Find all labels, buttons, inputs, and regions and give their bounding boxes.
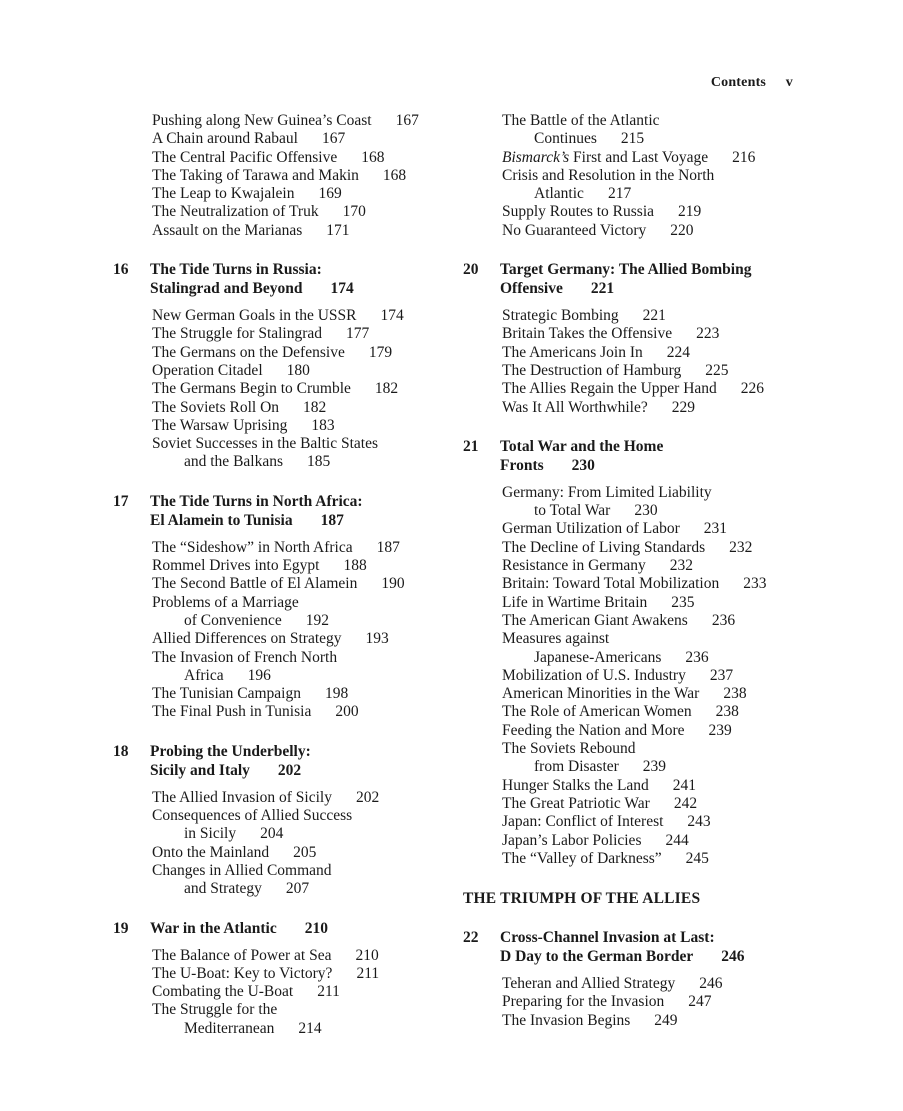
chapter-subsections	[113, 947, 463, 1038]
toc-entry	[502, 112, 803, 149]
entry-continuation-text: Africa	[184, 666, 224, 684]
toc-entry	[502, 520, 803, 538]
entry-page-number: 167	[395, 112, 419, 129]
entry-continuation-text: Mediterranean	[184, 1019, 275, 1037]
continued-subsections	[113, 112, 463, 240]
entry-title: The Struggle for Stalingrad	[152, 325, 323, 343]
entry-continuation-text: and the Balkans	[184, 453, 284, 471]
toc-entry	[502, 594, 803, 612]
chapter-heading	[463, 260, 803, 298]
entry-title: Strategic Bombing	[502, 307, 619, 325]
chapter-number: 19	[113, 919, 129, 937]
entry-page-number: 174	[380, 307, 404, 325]
entry-page-number: 205	[293, 843, 317, 861]
toc-entry	[502, 667, 803, 685]
entry-page-number: 171	[326, 221, 350, 239]
entry-page-number: 237	[709, 666, 734, 684]
header-page-number: v	[785, 75, 793, 90]
entry-title: Crisis and Resolution in the North	[502, 166, 715, 184]
entry-title: The Soviets Roll On	[152, 398, 280, 416]
chapter-page-number: 210	[304, 919, 328, 937]
entry-title: A Chain around Rabaul	[152, 130, 298, 148]
entry-page-number: 247	[688, 993, 712, 1011]
entry-title: Measures against	[502, 630, 610, 648]
entry-title: The U-Boat: Key to Victory?	[152, 964, 333, 982]
entry-continuation-text: Atlantic	[534, 185, 584, 203]
entry-title-continuation	[168, 1020, 463, 1038]
chapter-subsections	[113, 539, 463, 722]
chapter-title-text: Fronts	[500, 456, 544, 474]
chapter-title-text: War in the Atlantic	[150, 919, 277, 937]
toc-entry	[502, 722, 803, 740]
chapter-title-line	[500, 279, 751, 298]
chapter-number: 22	[463, 929, 479, 947]
entry-title-continuation	[168, 667, 463, 685]
chapter-heading	[113, 919, 463, 938]
toc-entry	[502, 975, 803, 993]
toc-entry	[152, 807, 463, 844]
entry-title: Was It All Worthwhile?	[502, 398, 648, 416]
running-header	[711, 75, 793, 91]
entry-page-number: 183	[311, 416, 335, 434]
entry-page-number: 211	[317, 983, 340, 1001]
entry-page-number: 241	[672, 776, 697, 794]
entry-continuation-text: Continues	[534, 130, 597, 148]
entry-title: The Americans Join In	[502, 343, 643, 361]
chapter-title-line: Probing the Underbelly:	[150, 742, 311, 760]
entry-title: Life in Wartime Britain	[502, 593, 648, 611]
chapter-title-line: Total War and the Home	[500, 437, 664, 455]
entry-page-number: 207	[285, 880, 310, 898]
toc-entry	[152, 539, 463, 557]
entry-page-number: 221	[642, 307, 666, 325]
entry-title: The Battle of the Atlantic	[502, 112, 660, 129]
entry-title-continuation	[518, 649, 803, 667]
toc-entry	[152, 222, 463, 240]
entry-page-number: 220	[670, 221, 694, 239]
chapter-heading	[113, 492, 463, 530]
chapter-title-line	[500, 456, 663, 475]
chapter-subsections	[463, 484, 803, 868]
toc-entry	[152, 789, 463, 807]
chapter-subsections	[463, 307, 803, 417]
toc-entry	[152, 167, 463, 185]
entry-title: No Guaranteed Victory	[502, 221, 647, 239]
chapter-title-text: Stalingrad and Beyond	[150, 280, 303, 298]
entry-title: American Minorities in the War	[502, 685, 700, 703]
chapter-heading	[113, 742, 463, 780]
entry-page-number: 224	[666, 343, 691, 361]
chapter-title-line	[500, 947, 745, 966]
toc-entry	[502, 703, 803, 721]
entry-title: The Decline of Living Standards	[502, 538, 706, 556]
entry-page-number: 229	[671, 398, 695, 416]
entry-title: Preparing for the Invasion	[502, 993, 665, 1011]
chapter-number: 20	[463, 261, 479, 279]
entry-page-number: 204	[260, 825, 284, 843]
entry-title-continuation	[168, 612, 463, 630]
entry-continuation-text: and Strategy	[184, 880, 262, 898]
entry-title-italic: Bismarck’s	[502, 148, 570, 166]
entry-page-number: 180	[286, 361, 310, 379]
entry-title: The Soviets Rebound	[502, 740, 636, 758]
entry-continuation-text: from Disaster	[534, 758, 619, 776]
toc-entry	[152, 575, 463, 593]
toc-entry	[152, 112, 463, 130]
entry-page-number: 190	[381, 575, 405, 593]
entry-page-number: 233	[743, 575, 767, 593]
toc-entry	[152, 149, 463, 167]
left-column	[113, 112, 463, 1038]
entry-page-number: 169	[318, 185, 342, 203]
entry-title: The Leap to Kwajalein	[152, 185, 295, 203]
entry-page-number: 192	[305, 611, 329, 629]
toc-entry	[152, 399, 463, 417]
entry-page-number: 168	[382, 166, 407, 184]
toc-entry	[502, 149, 803, 167]
entry-page-number: 185	[307, 453, 331, 471]
entry-page-number: 182	[303, 398, 327, 416]
entry-title: The Warsaw Uprising	[152, 416, 288, 434]
entry-page-number: 202	[355, 788, 380, 806]
entry-page-number: 242	[673, 794, 698, 812]
entry-title: Hunger Stalks the Land	[502, 776, 649, 794]
entry-page-number: 188	[343, 557, 367, 575]
entry-title: The Invasion of French North	[152, 648, 338, 666]
toc-entry	[152, 362, 463, 380]
entry-title: The Second Battle of El Alamein	[152, 575, 358, 593]
toc-entry	[502, 307, 803, 325]
chapter-number: 21	[463, 437, 479, 455]
entry-page-number: 179	[368, 343, 393, 361]
entry-title-continuation	[168, 880, 463, 898]
entry-title: Problems of a Marriage	[152, 593, 299, 611]
entry-page-number: 219	[678, 203, 702, 221]
entry-page-number: 232	[729, 538, 753, 556]
entry-title: Combating the U-Boat	[152, 983, 294, 1001]
entry-continuation-text: of Convenience	[184, 611, 282, 629]
entry-title: Assault on the Marianas	[152, 221, 303, 239]
entry-page-number: 231	[703, 520, 728, 538]
chapter-title-text: Offensive	[500, 280, 563, 298]
toc-entry	[152, 130, 463, 148]
entry-page-number: 238	[715, 703, 739, 721]
entry-title: The Tunisian Campaign	[152, 685, 301, 703]
toc-entry	[502, 630, 803, 667]
entry-title-continuation	[518, 758, 803, 776]
entry-title: Mobilization of U.S. Industry	[502, 666, 686, 684]
chapter-title	[150, 742, 311, 780]
entry-title: Japan: Conflict of Interest	[502, 813, 664, 831]
toc-entry	[152, 380, 463, 398]
entry-page-number: 198	[324, 685, 349, 703]
chapter-page-number: 246	[721, 948, 745, 966]
chapter-page-number: 221	[590, 280, 615, 298]
entry-page-number: 236	[711, 611, 736, 629]
chapter-title	[150, 492, 363, 530]
toc-entry	[502, 575, 803, 593]
entry-page-number: 193	[365, 630, 389, 648]
toc-entry	[502, 1012, 803, 1030]
entry-page-number: 217	[607, 185, 632, 203]
chapter-page-number: 202	[277, 761, 302, 779]
entry-page-number: 187	[376, 538, 400, 556]
entry-page-number: 238	[723, 685, 747, 703]
toc-entry	[152, 435, 463, 472]
entry-title: The Balance of Power at Sea	[152, 946, 332, 964]
header-title: Contents	[710, 75, 767, 90]
toc-entry	[152, 417, 463, 435]
toc-entry	[152, 1001, 463, 1038]
entry-title: Britain: Toward Total Mobilization	[502, 575, 720, 593]
entry-title: The “Valley of Darkness”	[502, 849, 662, 867]
toc-entry	[502, 832, 803, 850]
entry-title: The “Sideshow” in North Africa	[152, 538, 353, 556]
entry-title: Onto the Mainland	[152, 843, 270, 861]
entry-page-number: 244	[665, 831, 689, 849]
toc-entry	[152, 703, 463, 721]
entry-title-continuation	[518, 130, 803, 148]
entry-title: Allied Differences on Strategy	[152, 630, 342, 648]
entry-title: The Great Patriotic War	[502, 794, 650, 812]
entry-title: Germany: From Limited Liability	[502, 483, 712, 501]
right-column	[463, 112, 803, 1030]
toc-entry	[502, 777, 803, 795]
entry-title: The American Giant Awakens	[502, 611, 688, 629]
toc-entry	[152, 844, 463, 862]
entry-title-continuation	[168, 453, 463, 471]
entry-continuation-text: in Sicily	[184, 825, 237, 843]
toc-entry	[152, 325, 463, 343]
entry-title: Feeding the Nation and More	[502, 721, 685, 739]
toc-entry	[152, 685, 463, 703]
toc-entry	[152, 862, 463, 899]
entry-page-number: 226	[740, 380, 765, 398]
entry-page-number: 225	[705, 361, 729, 379]
entry-title: German Utilization of Labor	[502, 520, 680, 538]
toc-entry	[502, 380, 803, 398]
entry-page-number: 211	[356, 964, 380, 982]
chapter-title-line: Target Germany: The Allied Bombing	[500, 261, 752, 279]
entry-title: Supply Routes to Russia	[502, 203, 655, 221]
entry-title-continuation	[518, 502, 803, 520]
entry-title: Pushing along New Guinea’s Coast	[152, 112, 372, 129]
entry-title: The Allied Invasion of Sicily	[152, 788, 332, 806]
chapter-title	[150, 919, 328, 938]
entry-page-number: 239	[642, 758, 667, 776]
chapter-title-line: The Tide Turns in Russia:	[150, 261, 322, 279]
chapter-title-line	[150, 279, 354, 298]
entry-page-number: 182	[374, 380, 399, 398]
entry-page-number: 167	[321, 130, 346, 148]
toc-entry	[502, 557, 803, 575]
toc-entry	[502, 612, 803, 630]
entry-page-number: 177	[346, 325, 370, 343]
toc-entry	[152, 344, 463, 362]
entry-title: The Taking of Tarawa and Makin	[152, 166, 359, 184]
entry-continuation-text: to Total War	[534, 502, 611, 520]
entry-page-number: 196	[247, 666, 271, 684]
entry-title: Rommel Drives into Egypt	[152, 557, 320, 575]
toc-entry	[152, 965, 463, 983]
toc-entry	[502, 993, 803, 1011]
entry-page-number: 230	[634, 502, 658, 520]
toc-entry	[502, 484, 803, 521]
chapter-title-line	[150, 761, 311, 780]
entry-title: The Neutralization of Truk	[152, 203, 319, 221]
toc-entry	[502, 850, 803, 868]
toc-entry	[502, 167, 803, 204]
toc-entry	[502, 740, 803, 777]
chapter-page-number: 230	[571, 456, 595, 474]
chapter-subsections	[113, 307, 463, 472]
chapter-number: 16	[113, 261, 129, 279]
toc-entry	[502, 325, 803, 343]
chapter-heading	[463, 437, 803, 475]
entry-page-number: 245	[685, 849, 709, 867]
entry-title: Changes in Allied Command	[152, 861, 332, 879]
entry-title: Japan’s Labor Policies	[502, 831, 642, 849]
toc-entry	[152, 594, 463, 631]
toc-entry	[152, 185, 463, 203]
toc-entry	[152, 649, 463, 686]
chapter-subsections	[463, 975, 803, 1030]
entry-page-number: 170	[342, 203, 366, 221]
toc-entry	[152, 557, 463, 575]
toc-entry	[502, 685, 803, 703]
entry-page-number: 214	[298, 1019, 322, 1037]
entry-title: The Germans on the Defensive	[152, 343, 345, 361]
chapter-title-text: Sicily and Italy	[150, 761, 250, 779]
chapter-title-text: El Alamein to Tunisia	[150, 511, 293, 529]
chapter-title-line	[150, 919, 328, 938]
entry-title-continuation	[518, 185, 803, 203]
chapter-subsections	[113, 789, 463, 899]
toc-entry	[502, 203, 803, 221]
entry-page-number: 215	[620, 130, 645, 148]
toc-entry	[502, 795, 803, 813]
toc-entry	[152, 307, 463, 325]
toc-entry	[502, 539, 803, 557]
entry-title: The Allies Regain the Upper Hand	[502, 380, 717, 398]
entry-title: First and Last Voyage	[569, 148, 709, 166]
toc-entry	[152, 630, 463, 648]
entry-page-number: 243	[687, 813, 711, 831]
entry-title: The Destruction of Hamburg	[502, 361, 682, 379]
chapter-heading	[463, 928, 803, 966]
entry-title: The Germans Begin to Crumble	[152, 380, 351, 398]
entry-title: The Final Push in Tunisia	[152, 703, 312, 721]
chapter-title	[150, 260, 354, 298]
continued-subsections	[463, 112, 803, 240]
entry-page-number: 246	[699, 975, 723, 993]
entry-page-number: 239	[708, 721, 732, 739]
entry-page-number: 200	[335, 703, 359, 721]
entry-page-number: 210	[355, 946, 379, 964]
chapter-page-number: 174	[330, 280, 354, 298]
chapter-heading	[113, 260, 463, 298]
entry-page-number: 216	[732, 148, 756, 166]
entry-title: Operation Citadel	[152, 361, 263, 379]
entry-title: Britain Takes the Offensive	[502, 325, 673, 343]
chapter-page-number: 187	[320, 511, 344, 529]
entry-title: New German Goals in the USSR	[152, 307, 357, 325]
entry-title: The Role of American Women	[502, 703, 692, 721]
entry-title: The Invasion Begins	[502, 1011, 631, 1029]
toc-entry	[502, 344, 803, 362]
entry-title: Teheran and Allied Strategy	[502, 975, 676, 993]
toc-entry	[152, 947, 463, 965]
chapter-title-line	[150, 511, 363, 530]
chapter-title-line: Cross-Channel Invasion at Last:	[500, 929, 715, 947]
entry-page-number: 232	[669, 557, 694, 575]
entry-title-continuation	[168, 825, 463, 843]
chapter-title	[500, 928, 745, 966]
chapter-title-text: D Day to the German Border	[500, 948, 694, 966]
toc-entry	[152, 203, 463, 221]
chapter-title	[500, 437, 663, 475]
chapter-number: 18	[113, 742, 129, 760]
chapter-number: 17	[113, 492, 129, 510]
chapter-title-line: The Tide Turns in North Africa:	[150, 492, 363, 510]
entry-page-number: 223	[696, 325, 720, 343]
toc-entry	[502, 399, 803, 417]
toc-entry	[152, 983, 463, 1001]
toc-entry	[502, 362, 803, 380]
part-heading: THE TRIUMPH OF THE ALLIES	[463, 890, 701, 908]
entry-title: Consequences of Allied Success	[152, 807, 353, 825]
entry-continuation-text: Japanese-Americans	[534, 648, 662, 666]
entry-page-number: 168	[361, 148, 385, 166]
entry-title: The Struggle for the	[152, 1001, 278, 1019]
entry-page-number: 235	[671, 593, 695, 611]
entry-title: Resistance in Germany	[502, 557, 646, 575]
entry-page-number: 249	[654, 1011, 678, 1029]
entry-title: The Central Pacific Offensive	[152, 148, 338, 166]
entry-title: Soviet Successes in the Baltic States	[152, 435, 379, 453]
entry-page-number: 236	[685, 648, 709, 666]
chapter-title	[500, 260, 751, 298]
toc-entry	[502, 222, 803, 240]
toc-entry	[502, 813, 803, 831]
